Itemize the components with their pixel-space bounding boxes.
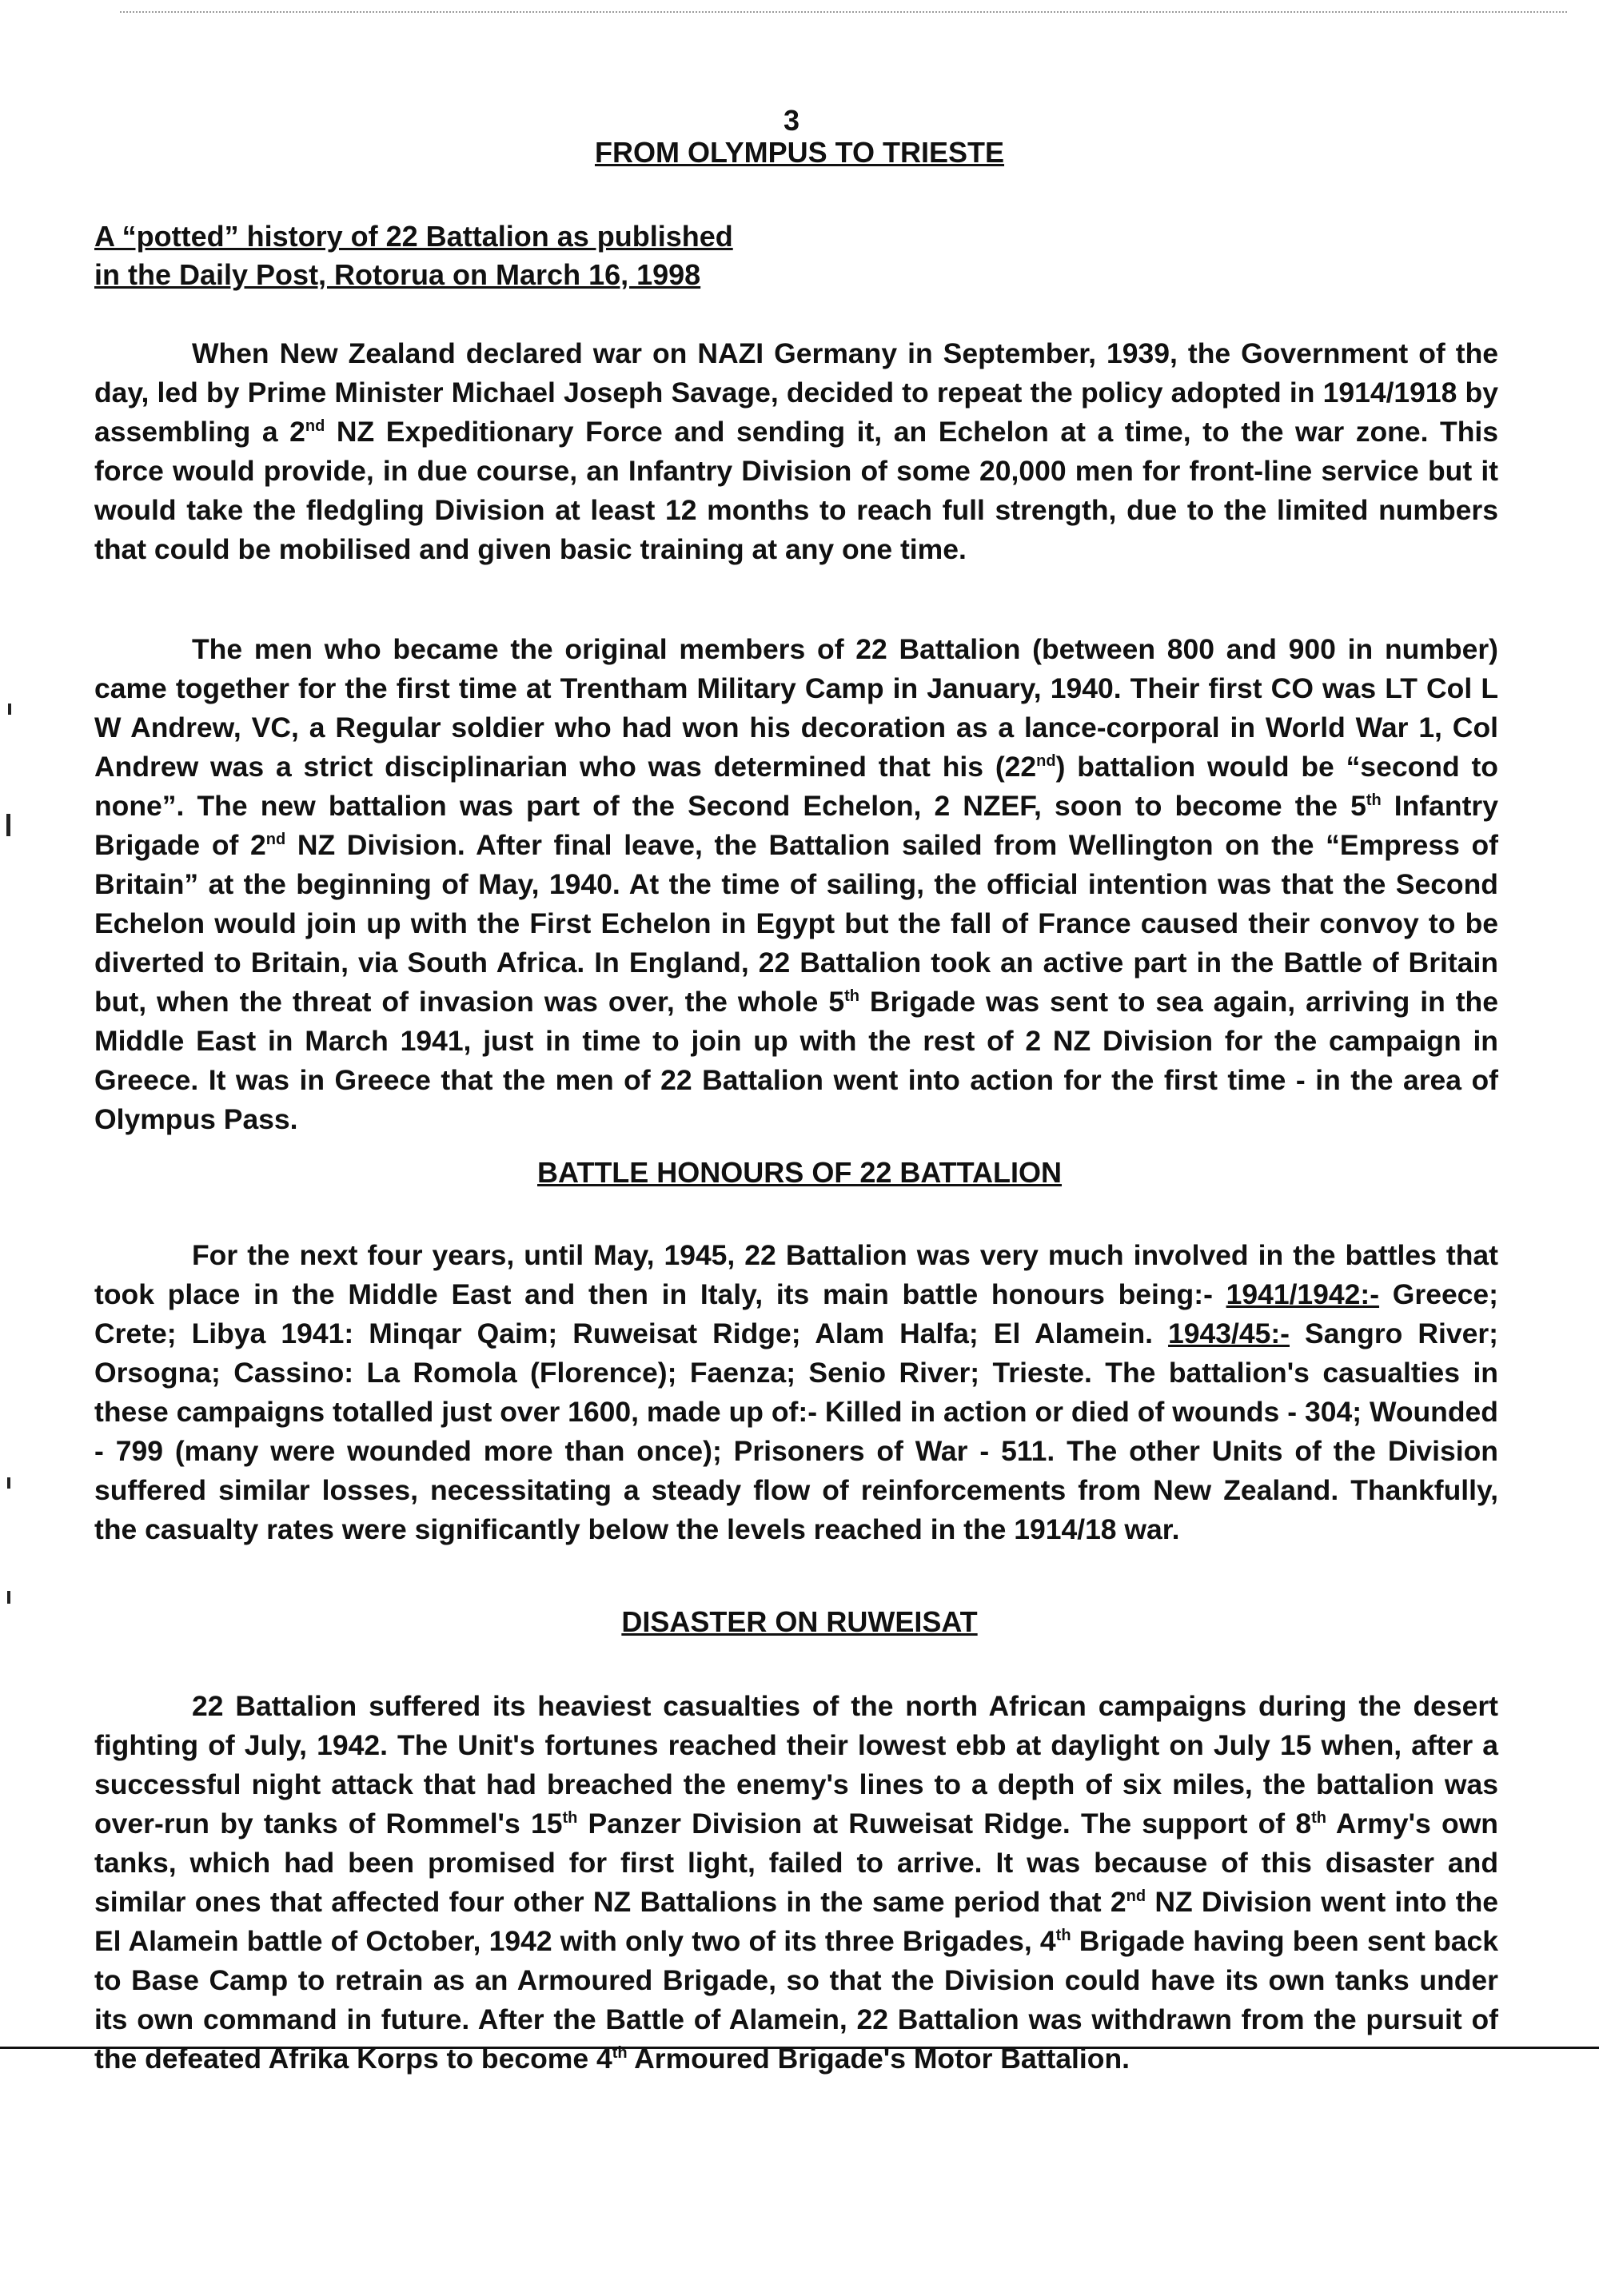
subtitle-line-2: in the Daily Post, Rotorua on March 16, 1998 [94, 258, 701, 291]
scan-edge-line [120, 11, 1567, 13]
heading-battle-honours: BATTLE HONOURS OF 22 BATTALION [537, 1156, 1062, 1189]
strike-through-line [0, 2047, 1599, 2049]
page-number: 3 [783, 104, 800, 137]
page-title: FROM OLYMPUS TO TRIESTE [594, 136, 1005, 169]
paragraph-intro: When New Zealand declared war on NAZI Germany in September, 1939, the Government of the day, led by Prime Minister Michael Joseph Savage, decided to repeat the policy adopted in 1914/1918 by assembling a 2nd NZ Expeditionary Force and sending it, an Echelon at a time, to the war zone. This force would provide, in due course, an Infantry Division of some 20,000 men for front-line service but it would take the fledgling Division at least 12 months to reach full strength, due to the limited numbers that could be mobilised and given basic training at any one time. [94, 337, 1498, 565]
scan-artifact-mark [7, 1591, 10, 1604]
heading-disaster-ruweisat: DISASTER ON RUWEISAT [621, 1605, 978, 1638]
subtitle-line-1: A “potted” history of 22 Battalion as published [94, 220, 733, 253]
scan-artifact-mark [6, 814, 10, 836]
article-subtitle [94, 217, 894, 294]
scan-artifact-mark [8, 704, 11, 715]
paragraph-original-members: The men who became the original members of 22 Battalion (between 800 and 900 in number) came together for the first time at Trentham Military Camp in January, 1940. Their first CO was LT Col L W Andrew, VC, a Regular soldier who had won his decoration as a lance-corporal in World War 1, Col Andrew was a strict disciplinarian who was determined that his (22nd) battalion would be “second to none”. The new battalion was part of the Second Echelon, 2 NZEF, soon to become the 5th Infantry Brigade of 2nd NZ Division. After final leave, the Battalion sailed from Wellington on the “Empress of Britain” at the beginning of May, 1940. At the time of sailing, the official intention was that the Second Echelon would join up with the First Echelon in Egypt but the fall of France caused their convoy to be diverted to Britain, via South Africa. In England, 22 Battalion took an active part in the Battle of Britain but, when the threat of invasion was over, the whole 5th Brigade was sent to sea again, arriving in the Middle East in March 1941, just in time to join up with the rest of 2 NZ Division for the campaign in Greece. It was in Greece that the men of 22 Battalion went into action for the first time - in the area of Olympus Pass. [94, 633, 1498, 1135]
scan-artifact-mark [7, 1477, 10, 1489]
paragraph-battle-honours: For the next four years, until May, 1945, 22 Battalion was very much involved in the battles that took place in the Middle East and then in Italy, its main battle honours being:- 1941/1942:- Greece; Crete; Libya 1941: Minqar Qaim; Ruweisat Ridge; Alam Halfa; El Alamein. 1943/45:- Sangro River; Orsogna; Cassino: La Romola (Florence); Faenza; Senio River; Trieste. The battalion's casualties in these campaigns totalled just over 1600, made up of:- Killed in action or died of wounds - 304; Wounded - 799 (many were wounded more than once); Prisoners of War - 511. The other Units of the Division suffered similar losses, necessitating a steady flow of reinforcements from New Zealand. Thankfully, the casualty rates were significantly below the levels reached in the 1914/18 war. [94, 1239, 1498, 1545]
paragraph-disaster: 22 Battalion suffered its heaviest casualties of the north African campaigns during the desert fighting of July, 1942. The Unit's fortunes reached their lowest ebb at daylight on July 15 when, after a successful night attack that had breached the enemy's lines to a depth of six miles, the battalion was over-run by tanks of Rommel's 15th Panzer Division at Ruweisat Ridge. The support of 8th Army's own tanks, which had been promised for first light, failed to arrive. It was because of this disaster and similar ones that affected four other NZ Battalions in the same period that 2nd NZ Division went into the El Alamein battle of October, 1942 with only two of its three Brigades, 4th Brigade having been sent back to Base Camp to retrain as an Armoured Brigade, so that the Division could have its own tanks under its own command in future. After the Battle of Alamein, 22 Battalion was withdrawn from the pursuit of the defeated Afrika Korps to become 4th Armoured Brigade's Motor Battalion. [94, 1690, 1498, 2075]
